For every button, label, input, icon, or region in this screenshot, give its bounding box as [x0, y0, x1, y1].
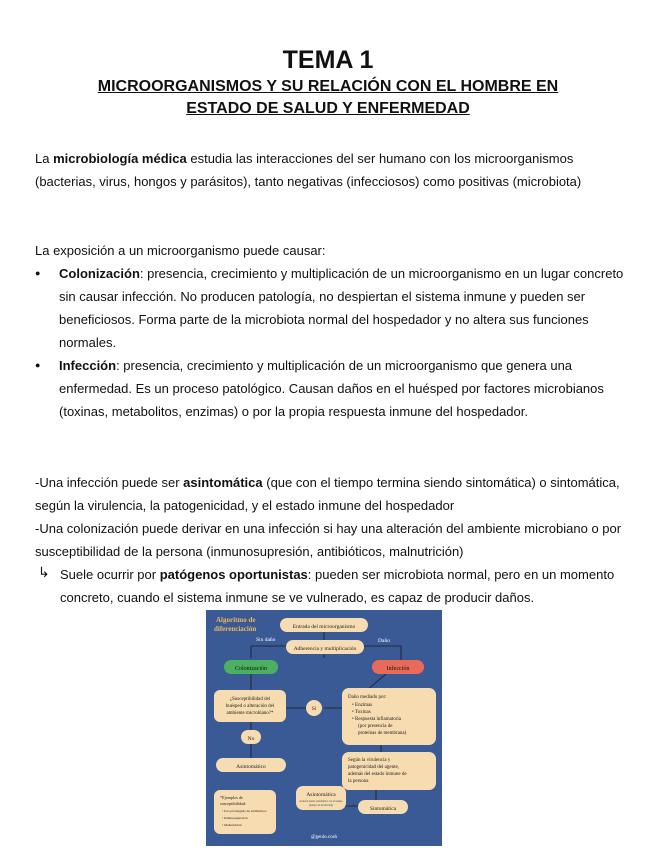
intro-prefix: La: [35, 151, 54, 166]
text-sin-dano: Sin daño: [256, 637, 276, 643]
return-arrow-icon: ↳: [38, 564, 50, 580]
text-respuesta-3: proteínas de membrana): [358, 731, 407, 736]
text-footer: @genio.cosh: [310, 835, 338, 840]
subtitle-line-1: MICROORGANISMOS Y SU RELACIÓN CON EL HOMBRE EN: [97, 78, 559, 95]
exposure-list: [35, 262, 625, 423]
infection-prefix: -Una infección puede ser: [35, 475, 184, 490]
text-enzimas: • Enzimas: [352, 703, 373, 708]
text-dano: Daño: [378, 638, 390, 644]
text-colonizacion: Colonización: [235, 666, 267, 672]
infection-rest: (que con el tiempo termina siendo sintomática) o sintomática, según la virulencia, la patogenicidad, y el estado inmune del hospedador: [35, 475, 620, 513]
infographic-title-1: Algoritmo de: [216, 616, 256, 624]
text-susc-2: huésped o alteración del: [225, 704, 275, 709]
text-susc-3: ambiente microbiano?*: [226, 711, 274, 716]
differentiation-algorithm-infographic: [206, 610, 442, 846]
text-segun-4: la persona: [348, 779, 369, 784]
intro-bold: microbiología médica: [53, 151, 187, 166]
text-segun-1: Según la virulencia y: [348, 758, 391, 763]
text-ejemplos-2: susceptibilidad:: [220, 801, 247, 806]
arrow-bold: patógenos oportunistas: [159, 567, 308, 582]
text-no: No: [247, 736, 255, 742]
text-ej-1: • Uso prolongado de antibióticos: [222, 809, 267, 813]
text-infeccion: Infección: [386, 666, 410, 672]
text-sintomatica: Sintomática: [369, 806, 397, 812]
page-title: TEMA 1: [282, 46, 374, 74]
list-item-text: : presencia, crecimiento y multiplicación de un microorganismo que genera una enfermedad. Es un proceso patológico. Causan daños en el huésped por factores microbianos (toxinas, metabolitos, enzimas) o por la propia respuesta inmune del hospedador.: [59, 358, 604, 419]
text-dano-mediado: Daño mediado por:: [348, 695, 387, 700]
text-adherencia: Adherencia y multiplicación: [293, 646, 357, 652]
text-asint-sub-2: (tiempo de incubación): [308, 804, 334, 807]
arrow-note: [38, 563, 645, 609]
text-entrada: Entrada del microorganismo: [292, 624, 356, 630]
page-subtitle: [40, 76, 616, 120]
text-respuesta-1: • Respuesta inflamatoria: [352, 717, 401, 722]
text-segun-2: patogenicidad del agente,: [348, 765, 399, 770]
list-item-infeccion: [35, 354, 625, 423]
arrow-rest: : pueden ser microbiota normal, pero en un momento concreto, cuando el sistema inmune se ve vulnerado, es capaz de producir daños.: [60, 567, 615, 605]
text-ej-2: • Inmunosupresión: [222, 816, 248, 820]
subtitle-line-2: ESTADO DE SALUD Y ENFERMEDAD: [186, 100, 470, 117]
text-asint-sub-1: Acabará siendo sintomática con el tiempo: [299, 800, 343, 803]
intro-paragraph: [35, 147, 625, 193]
infographic-title-2: diferenciación: [214, 625, 257, 633]
intro-rest: estudia las interacciones del ser humano con los microorganismos (bacterias, virus, hongos y parásitos), tanto negativas (infecciosos) como positivas (microbiota): [35, 151, 582, 189]
text-ej-3: • Malnutrición: [222, 823, 242, 827]
exposure-intro: La exposición a un microorganismo puede causar:: [35, 243, 326, 258]
list-item-colonizacion: [35, 262, 625, 354]
colonization-paragraph: -Una colonización puede derivar en una infección si hay una alteración del ambiente microbiano o por susceptibilidad de la persona (inmunosupresión, antibióticos, malnutrición): [35, 521, 622, 559]
text-respuesta-2: (por presencia de: [358, 724, 393, 729]
text-ejemplos-1: *Ejemplos de: [220, 795, 243, 800]
text-asintomatica: Asintomática: [306, 792, 336, 798]
list-item-bold: Infección: [59, 358, 117, 373]
text-toxinas: • Toxinas: [352, 710, 371, 715]
text-asintomatico: Asintomático: [236, 764, 266, 770]
infection-bold: asintomática: [183, 475, 263, 490]
arrow-prefix: Suele ocurrir por: [60, 567, 160, 582]
text-segun-3: además del estado inmune de: [348, 772, 407, 777]
text-susc-1: ¿Susceptibilidad del: [229, 697, 271, 702]
list-item-bold: Colonización: [59, 266, 140, 281]
list-item-text: : presencia, crecimiento y multiplicación de un microorganismo en un lugar concreto sin causar infección. No producen patología, no despiertan el sistema inmune y pueden ser beneficiosos. Forma parte de la microbiota normal del hospedador y no altera sus funciones normales.: [59, 266, 624, 350]
text-si: Sí: [311, 706, 317, 712]
infection-paragraph: [35, 471, 625, 517]
